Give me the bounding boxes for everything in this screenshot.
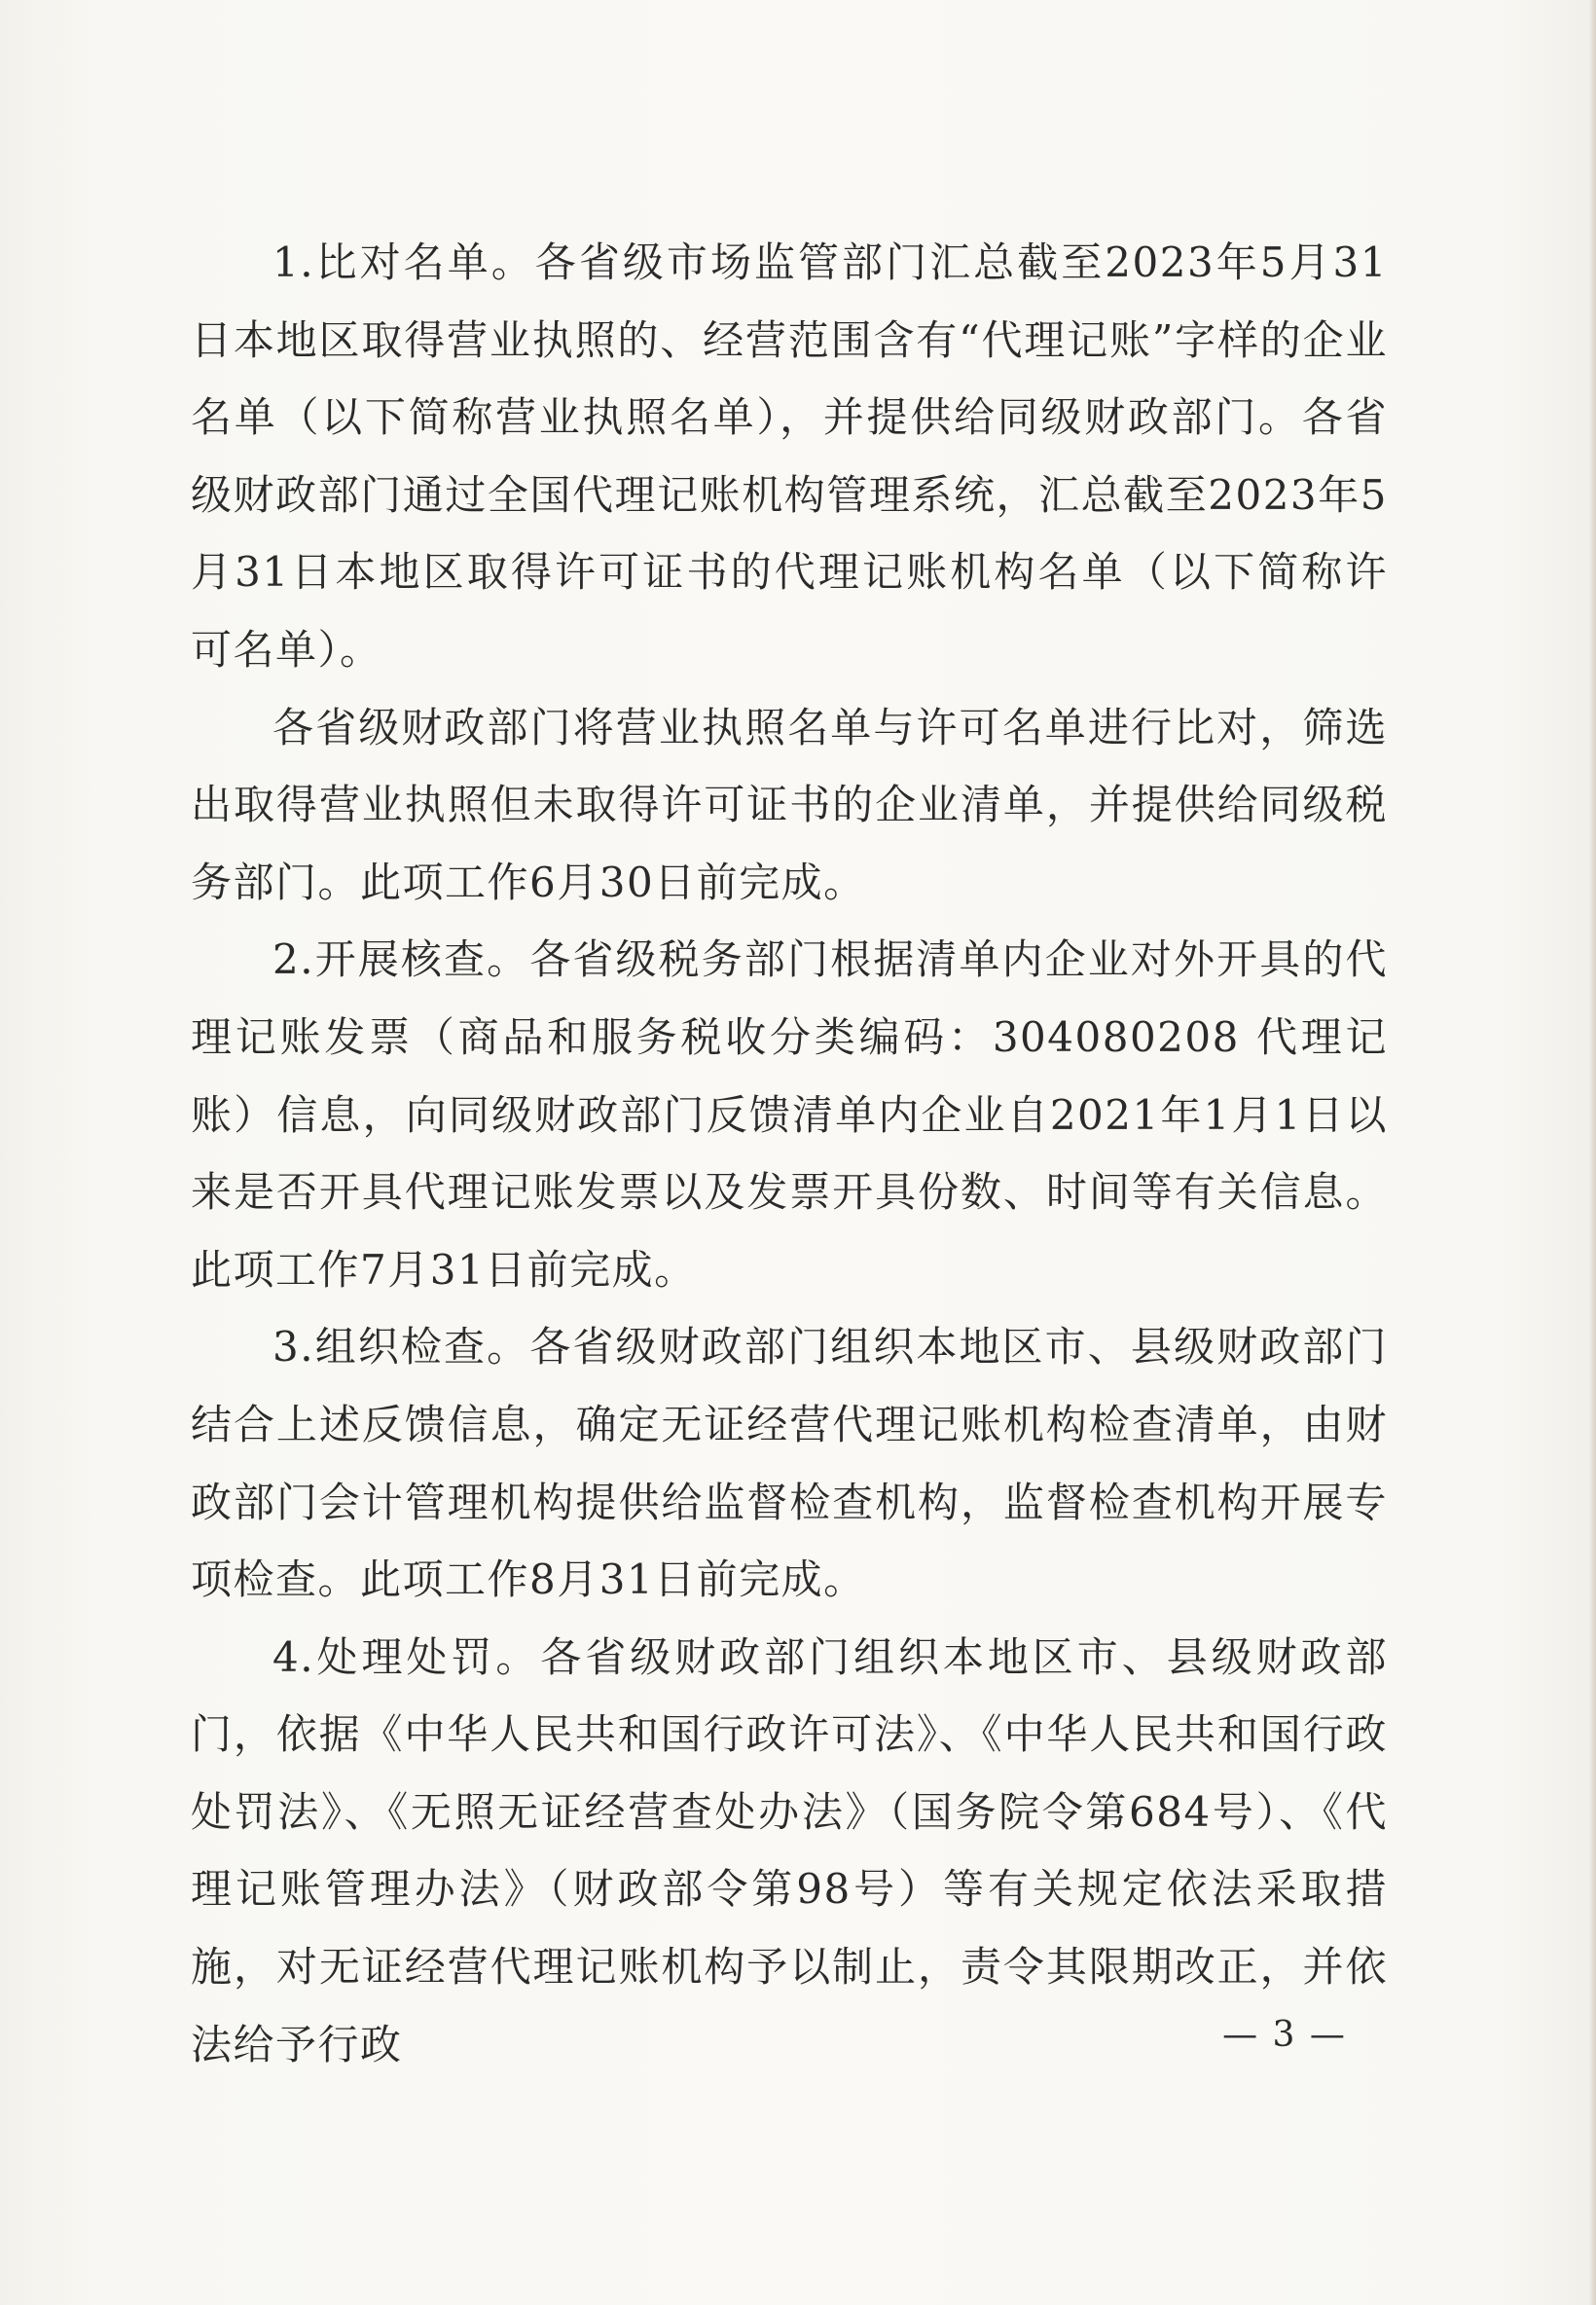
paragraph-penalty: 4.处理处罚。各省级财政部门组织本地区市、县级财政部门，依据《中华人民共和国行政许可法》、《中华人民共和国行政处罚法》、《无照无证经营查处办法》（国务院令第684号）、《代理记账管理办法》（财政部令第98号）等有关规定依法采取措施，对无证经营代理记账机构予以制止，责令其限期改正，并依法给予行政 (191, 1632, 1388, 2068)
paragraph-verification: 2.开展核查。各省级税务部门根据清单内企业对外开具的代理记账发票（商品和服务税收分类编码：304080208 代理记账）信息，向同级财政部门反馈清单内企业自2021年1月1日以来是否开具代理记账发票以及发票开具份数、时间等有关信息。此项工作7月31日前完成。 (191, 935, 1388, 1294)
page-edge-shadow (1589, 0, 1596, 2305)
paragraph-compare-result: 各省级财政部门将营业执照名单与许可名单进行比对，筛选出取得营业执照但未取得许可证书的企业清单，并提供给同级税务部门。此项工作6月30日前完成。 (191, 703, 1388, 906)
paragraph-compare-lists: 1.比对名单。各省级市场监管部门汇总截至2023年5月31日本地区取得营业执照的、经营范围含有“代理记账”字样的企业名单（以下简称营业执照名单），并提供给同级财政部门。各省级财政部门通过全国代理记账机构管理系统，汇总截至2023年5月31日本地区取得许可证书的代理记账机构名单（以下简称许可名单）。 (191, 238, 1388, 674)
page-number: — 3 — (1222, 2015, 1347, 2055)
paragraph-inspection: 3.组织检查。各省级财政部门组织本地区市、县级财政部门结合上述反馈信息，确定无证经营代理记账机构检查清单，由财政部门会计管理机构提供给监督检查机构，监督检查机构开展专项检查。此项工作8月31日前完成。 (191, 1323, 1388, 1604)
document-body (191, 224, 1388, 2083)
